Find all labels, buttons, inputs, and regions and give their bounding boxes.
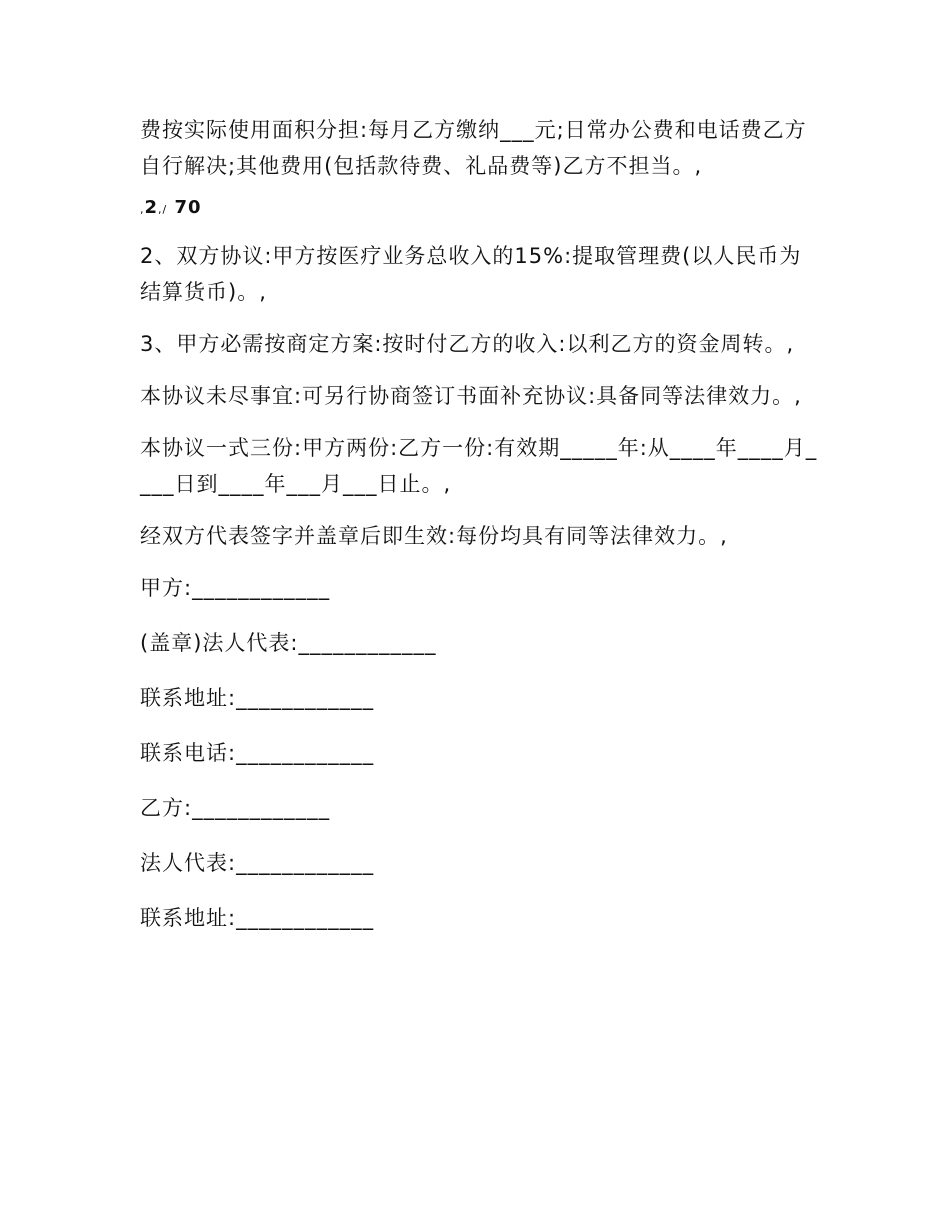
party-a-phone-field: 联系电话:____________ [140, 741, 375, 765]
party-b-address-field: 联系地址:____________ [140, 906, 375, 930]
party-b-field: 乙方:____________ [140, 796, 331, 820]
page-marker-separator: ,/ [158, 203, 168, 216]
paragraph-supplementary-agreement: 本协议未尽事宜:可另行协商签订书面补充协议:具备同等法律效力。, [140, 384, 802, 408]
paragraph-expense-sharing: 费按实际使用面积分担:每月乙方缴纳___元;日常办公费和电话费乙方自行解决;其他费用(包括款待费、礼品费等)乙方不担当。, [140, 118, 807, 178]
party-a-legal-rep-field: (盖章)法人代表:____________ [140, 631, 437, 655]
page-marker-total: 70 [174, 197, 202, 218]
party-a-address-field: 联系地址:____________ [140, 686, 375, 710]
page-marker-current: 2 [144, 197, 159, 218]
party-a-field: 甲方:____________ [140, 576, 331, 600]
paragraph-effectiveness: 经双方代表签字并盖章后即生效:每份均具有同等法律效力。, [140, 524, 728, 548]
paragraph-management-fee: 2、双方协议:甲方按医疗业务总收入的15%:提取管理费(以人民币为结算货币)。, [140, 244, 802, 304]
document-body [140, 112, 820, 955]
party-b-legal-rep-field: 法人代表:____________ [140, 851, 375, 875]
paragraph-payment-schedule: 3、甲方必需按商定方案:按时付乙方的收入:以利乙方的资金周转。, [140, 332, 795, 356]
page-marker-prefix: , [140, 203, 145, 216]
paragraph-copies-validity: 本协议一式三份:甲方两份:乙方一份:有效期_____年:从____年____月____日到____年___月___日止。, [140, 436, 818, 496]
page-number-marker [140, 194, 820, 224]
